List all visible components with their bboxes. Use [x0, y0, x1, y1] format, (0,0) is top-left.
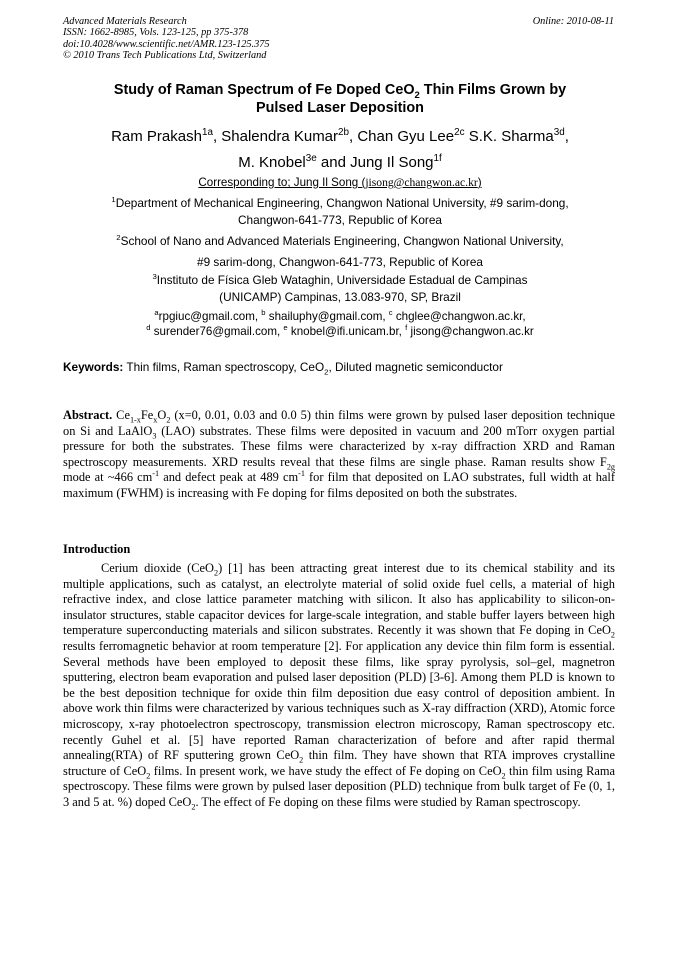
author-line-2: M. Knobel$^{3e}$ and Jung Il Song$^{1f}$ [238, 153, 442, 171]
journal-header [63, 16, 270, 61]
affiliation-2: $^2$School of Nano and Advanced Materials Engineering, Changwon National University, #9 sarim-dong, Changwon-641-773, Republic of Korea [116, 233, 564, 269]
journal-name: Advanced Materials Research [63, 16, 187, 27]
corresponding-author: Corresponding to; Jung Il Song (jisong@changwon.ac.kr) [198, 176, 482, 189]
email-e[interactable]: knobel@ifi.unicam.br, [287, 325, 406, 338]
keywords-label: Keywords: [63, 360, 124, 374]
author-list [60, 124, 620, 176]
email-c[interactable]: chglee@changwon.ac.kr, [392, 310, 526, 323]
corresponding-email[interactable]: jisong@changwon.ac.kr [365, 176, 478, 189]
author-emails: $^a$rpgiuc@gmail.com, $^b$ shailuphy@gmail.com, $^c$ chglee@changwon.ac.kr, $^d$ surender76@gmail.com, $^e$ knobel@ifi.unicam.br, $^f$ jisong@changwon.ac.kr [146, 308, 534, 338]
email-b[interactable]: shailuphy@gmail.com, [265, 310, 389, 323]
email-d[interactable]: surender76@gmail.com, [150, 325, 284, 338]
affiliation-3: $^3$Instituto de Física Gleb Wataghin, Universidade Estadual de Campinas (UNICAMP) Campinas, 13.083-970, SP, Brazil [152, 272, 528, 304]
paper-title [70, 81, 610, 117]
keywords: Keywords: Thin films, Raman spectroscopy, CeO$_2$, Diluted magnetic semiconductor [63, 360, 503, 377]
online-date: Online: 2010-08-11 [532, 16, 614, 27]
author-line-1: Ram Prakash$^{1a}$, Shalendra Kumar$^{2b}$, Chan Gyu Lee$^{2c}$ S.K. Sharma$^{3d}$, [111, 127, 569, 145]
issn-line: ISSN: 1662-8985, Vols. 123-125, pp 375-378 [63, 27, 249, 39]
abstract: Abstract. $Ce_{1-x}Fe_xO_2$ (x=0, 0.01, 0.03 and 0.0 5) thin films were grown by pulsed laser deposition technique on Si and LaAlO$_3$ (LAO) substrates. These films were deposited in vacuum and 200 mTorr oxygen partial pressure for both the substrates. These films were characterized by x-ray diffraction XRD and Raman spectroscopy measurements. XRD results reveal that these films are single phase. Raman results show $F_{2g}$ mode at ~466 $cm^{-1}$ and defect peak at 489 $cm^{-1}$ for film that deposited on LAO substrates, full width at half maximum (FWHM) is increasing with Fe doping for films deposited on both the substrates. [63, 408, 615, 500]
email-f[interactable]: jisong@changwon.ac.kr [407, 325, 534, 338]
abstract-label: Abstract. [63, 408, 113, 422]
title-line-2: Pulsed Laser Deposition [256, 100, 424, 116]
title-line-1: Study of Raman Spectrum of Fe Doped CeO$_2$ Thin Films Grown by [113, 82, 567, 101]
doi-line: doi:10.4028/www.scientific.net/AMR.123-125.375 [63, 38, 270, 50]
affiliation-1: $^1$Department of Mechanical Engineering, Changwon National University, #9 sarim-dong, Changwon-641-773, Republic of Korea [111, 195, 569, 227]
section-heading-introduction: Introduction [63, 542, 131, 556]
copyright-line: © 2010 Trans Tech Publications Ltd, Switzerland [63, 49, 267, 61]
introduction-paragraph: Cerium dioxide (CeO$_2$) [1] has been attracting great interest due to its chemical stability and its multiple applications, such as catalyst, an electrolyte material of solid oxide fuel cells, a material of high refractive index, and close lattice parameter matching with silicon. It also has applicability to silicon-on-insulator structures, stable capacitor devices for large-scale integration, and stable buffer layers between high temperature superconducting materials and silicon substrates. Recently it was shown that Fe doping in CeO$_2$ results ferromagnetic behavior at room temperature [2]. For application any device thin film form is essential. Several methods have been employed to deposit these films, like spray pyrolysis, sol–gel, magnetron sputtering, electron beam evaporation and pulsed laser deposition (PLD) [3-6]. Among them PLD is known to be the best deposition technique for oxide thin film deposition due easy control of deposition ambient. In above work thin films were characterized by various techniques such as X-ray diffraction (XRD), Atomic force microscopy, x-ray photoelectron spectroscopy, transmission electron microscopy, Raman spectroscopy etc. recently Guhel et al. [5] have reported Raman characterization of before and after rapid thermal annealing(RTA) of RF sputtering grown CeO$_2$ thin film. They have shown that RTA improves crystalline structure of CeO$_2$ films. In present work, we have study the effect of Fe doping on CeO$_2$ thin film using Rama spectroscopy. These films were grown by pulsed laser deposition (PLD) technique from bulk target of Fe (0, 1, 3 and 5 at. %) doped CeO$_2$. The effect of Fe doping on these films were studied by Raman spectroscopy. [63, 561, 616, 812]
email-a[interactable]: rpgiuc@gmail.com, [158, 310, 262, 323]
